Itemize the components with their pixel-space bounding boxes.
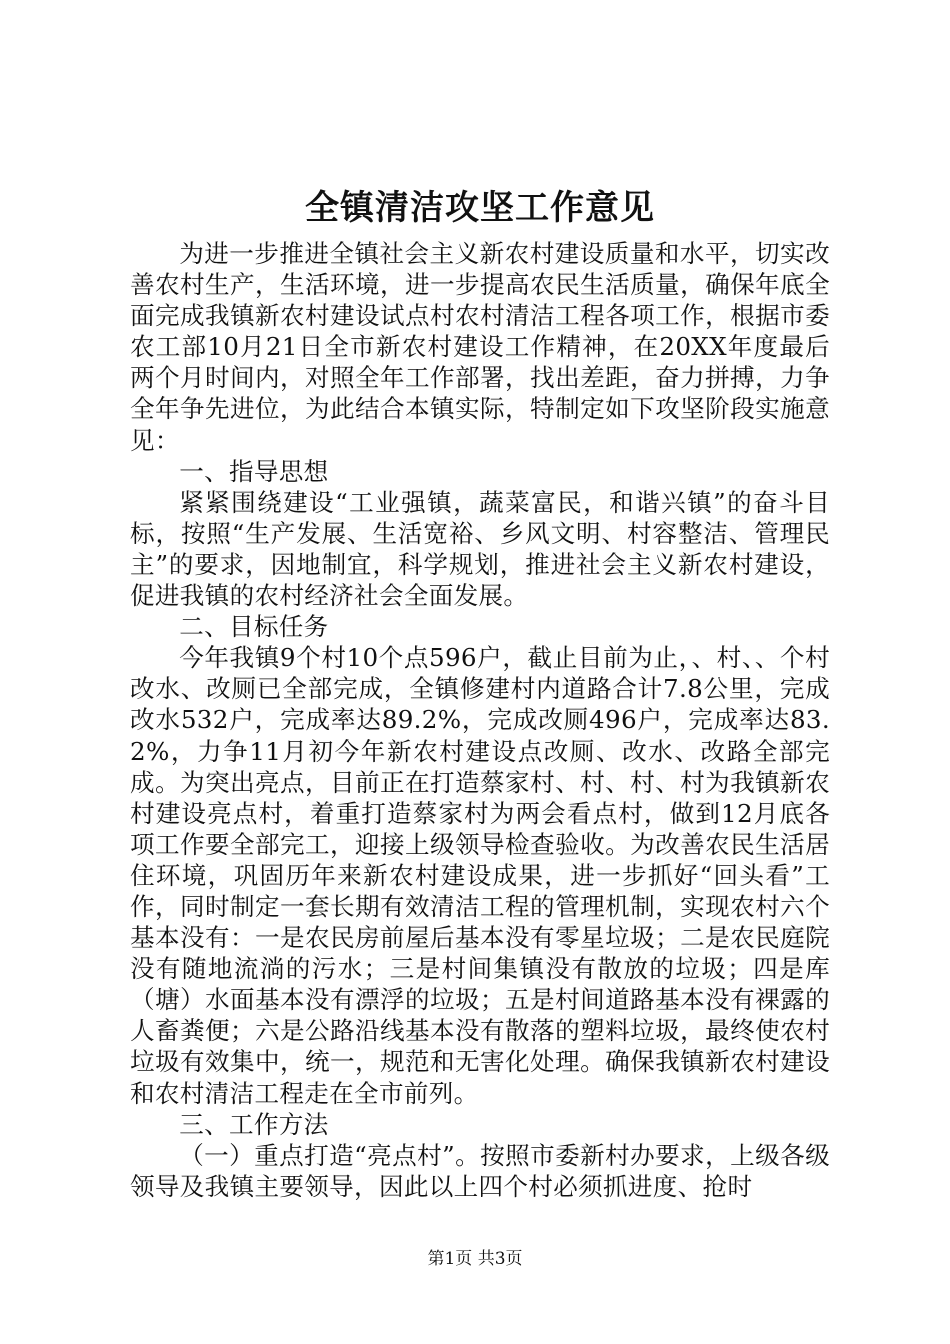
section-heading-methods: 三、工作方法 [179, 1109, 329, 1139]
section-heading-guiding-ideology: 一、指导思想 [179, 456, 329, 486]
guiding-ideology-paragraph: 紧紧围绕建设“工业强镇，蔬菜富民，和谐兴镇”的奋斗目标，按照“生产发展、生活宽裕、乡风文明、村容整洁、管理民主”的要求，因地制宜，科学规划，推进社会主义新农村建设，促进我镇的农村经济社会全面发展。 [130, 487, 830, 611]
section-heading-goals: 二、目标任务 [179, 612, 329, 642]
intro-paragraph: 为进一步推进全镇社会主义新农村建设质量和水平，切实改善农村生产，生活环境，进一步提高农民生活质量，确保年底全面完成我镇新农村建设试点村农村清洁工程各项工作，根据市委农工部10月21日全市新农村建设工作精神，在20XX年度最后两个月时间内，对照全年工作部署，找出差距，奋力拼搏，力争全年争先进位，为此结合本镇实际，特制定如下攻坚阶段实施意见： [130, 239, 830, 455]
document-title: 全镇清洁攻坚工作意见 [305, 188, 655, 228]
methods-paragraph: （一）重点打造“亮点村”。按照市委新村办要求，上级各级领导及我镇主要领导，因此以上四个村必须抓进度、抢时 [130, 1140, 830, 1201]
goals-paragraph: 今年我镇9个村10个点596户，截止目前为止，、村、、个村改水、改厕已全部完成，全镇修建村内道路合计7.8公里，完成改水532户，完成率达89.2%，完成改厕496户，完成率达83.2%，力争11月初今年新农村建设点改厕、改水、改路全部完成。为突出亮点，目前正在打造蔡家村、村、村、村为我镇新农村建设亮点村，着重打造蔡家村为两会看点村，做到12月底各项工作要全部完工，迎接上级领导检查验收。为改善农民生活居住环境，巩固历年来新农村建设成果，进一步抓好“回头看”工作，同时制定一套长期有效清洁工程的管理机制，实现农村六个基本没有：一是农民房前屋后基本没有零星垃圾；二是农民庭院没有随地流淌的污水；三是村间集镇没有散放的垃圾；四是库（塘）水面基本没有漂浮的垃圾；五是村间道路基本没有裸露的人畜粪便；六是公路沿线基本没有散落的塑料垃圾，最终使农村垃圾有效集中，统一，规范和无害化处理。确保我镇新农村建设和农村清洁工程走在全市前列。 [130, 643, 830, 1108]
document-page [130, 182, 830, 1202]
page-number-footer: 第1页 共3页 [427, 1249, 523, 1269]
